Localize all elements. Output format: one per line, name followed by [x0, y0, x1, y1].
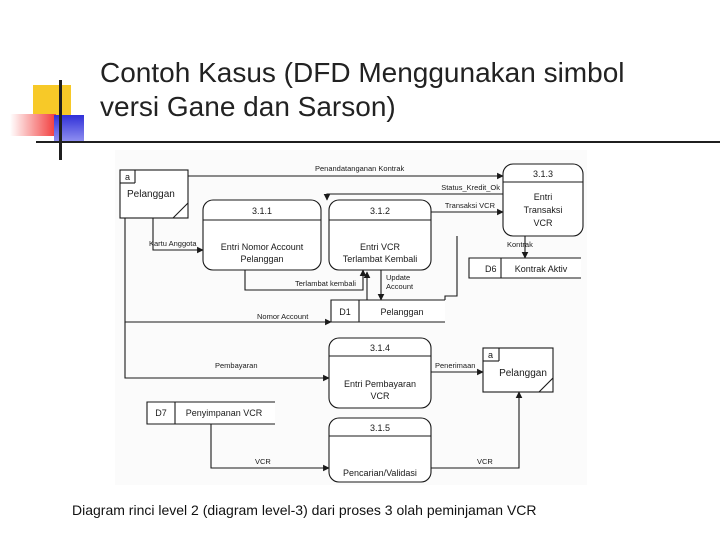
- store-name-d6: Kontrak Aktiv: [514, 264, 568, 274]
- title-line-2: versi Gane dan Sarson): [100, 91, 396, 122]
- flow-label-kontrak: Kontrak: [507, 240, 533, 249]
- flow-label-update-line2: Account: [386, 282, 414, 291]
- decor-vertical-line: [59, 80, 62, 160]
- decor-horizontal-line: [36, 141, 720, 143]
- process-3-1-2-line2: Terlambat Kembali: [342, 254, 418, 264]
- process-id-3-1-3: 3.1.3: [532, 169, 554, 179]
- flow-3-1-3-to-d1: [445, 236, 457, 300]
- flow-label-penandatanganan: Penandatanganan Kontrak: [315, 164, 405, 173]
- process-3-1-5-line1: Pencarian/Validasi: [343, 468, 417, 478]
- flow-label-status-kredit: Status_Kredit_Ok: [441, 183, 500, 192]
- process-3-1-2-line1: Entri VCR: [359, 242, 401, 252]
- entity-id-a-top: a: [125, 172, 131, 182]
- entity-name-pelanggan-top: Pelanggan: [127, 189, 175, 200]
- flow-label-transaksi-vcr: Transaksi VCR: [444, 201, 495, 210]
- entity-name-pelanggan-right: Pelanggan: [499, 368, 547, 379]
- process-id-3-1-2: 3.1.2: [369, 206, 391, 216]
- flow-label-kartu-anggota: Kartu Anggota: [149, 239, 197, 248]
- process-3-1-4-line2: VCR: [370, 391, 390, 401]
- process-id-3-1-1: 3.1.1: [251, 206, 273, 216]
- process-3-1-4-line1: Entri Pembayaran: [343, 379, 417, 389]
- entity-id-a-right: a: [488, 350, 494, 360]
- process-3-1-1-line1: Entri Nomor Account: [220, 242, 304, 252]
- flow-status-kredit: [327, 194, 503, 200]
- process-id-3-1-4: 3.1.4: [369, 343, 391, 353]
- process-3-1-3-line2: Transaksi: [523, 205, 563, 215]
- flow-vcr-right: [431, 392, 519, 468]
- flow-label-nomor-account: Nomor Account: [257, 312, 309, 321]
- dfd-diagram: [115, 150, 587, 485]
- process-3-1-3-line3: VCR: [533, 218, 553, 228]
- process-id-3-1-5: 3.1.5: [369, 423, 391, 433]
- store-name-d7: Penyimpanan VCR: [185, 408, 263, 418]
- slide-title: [100, 56, 710, 124]
- store-id-d7: D7: [155, 408, 167, 418]
- process-3-1-3-line1: Entri: [533, 192, 553, 202]
- store-id-d1: D1: [339, 307, 351, 317]
- decor-red-bar: [10, 114, 56, 136]
- flow-label-pembayaran: Pembayaran: [215, 361, 258, 370]
- flow-label-update-line1: Update: [386, 273, 411, 282]
- process-3-1-1-line2: Pelanggan: [240, 254, 284, 264]
- flow-label-vcr-left: VCR: [255, 457, 271, 466]
- diagram-caption: Diagram rinci level 2 (diagram level-3) dari proses 3 olah peminjaman VCR: [72, 502, 537, 518]
- title-line-1: Contoh Kasus (DFD Menggunakan simbol: [100, 57, 625, 88]
- store-id-d6: D6: [485, 264, 497, 274]
- flow-label-terlambat-kembali: Terlambat kembali: [295, 279, 356, 288]
- store-name-d1: Pelanggan: [380, 307, 424, 317]
- flow-label-penerimaan: Penerimaan: [435, 361, 476, 370]
- flow-label-vcr-right: VCR: [477, 457, 493, 466]
